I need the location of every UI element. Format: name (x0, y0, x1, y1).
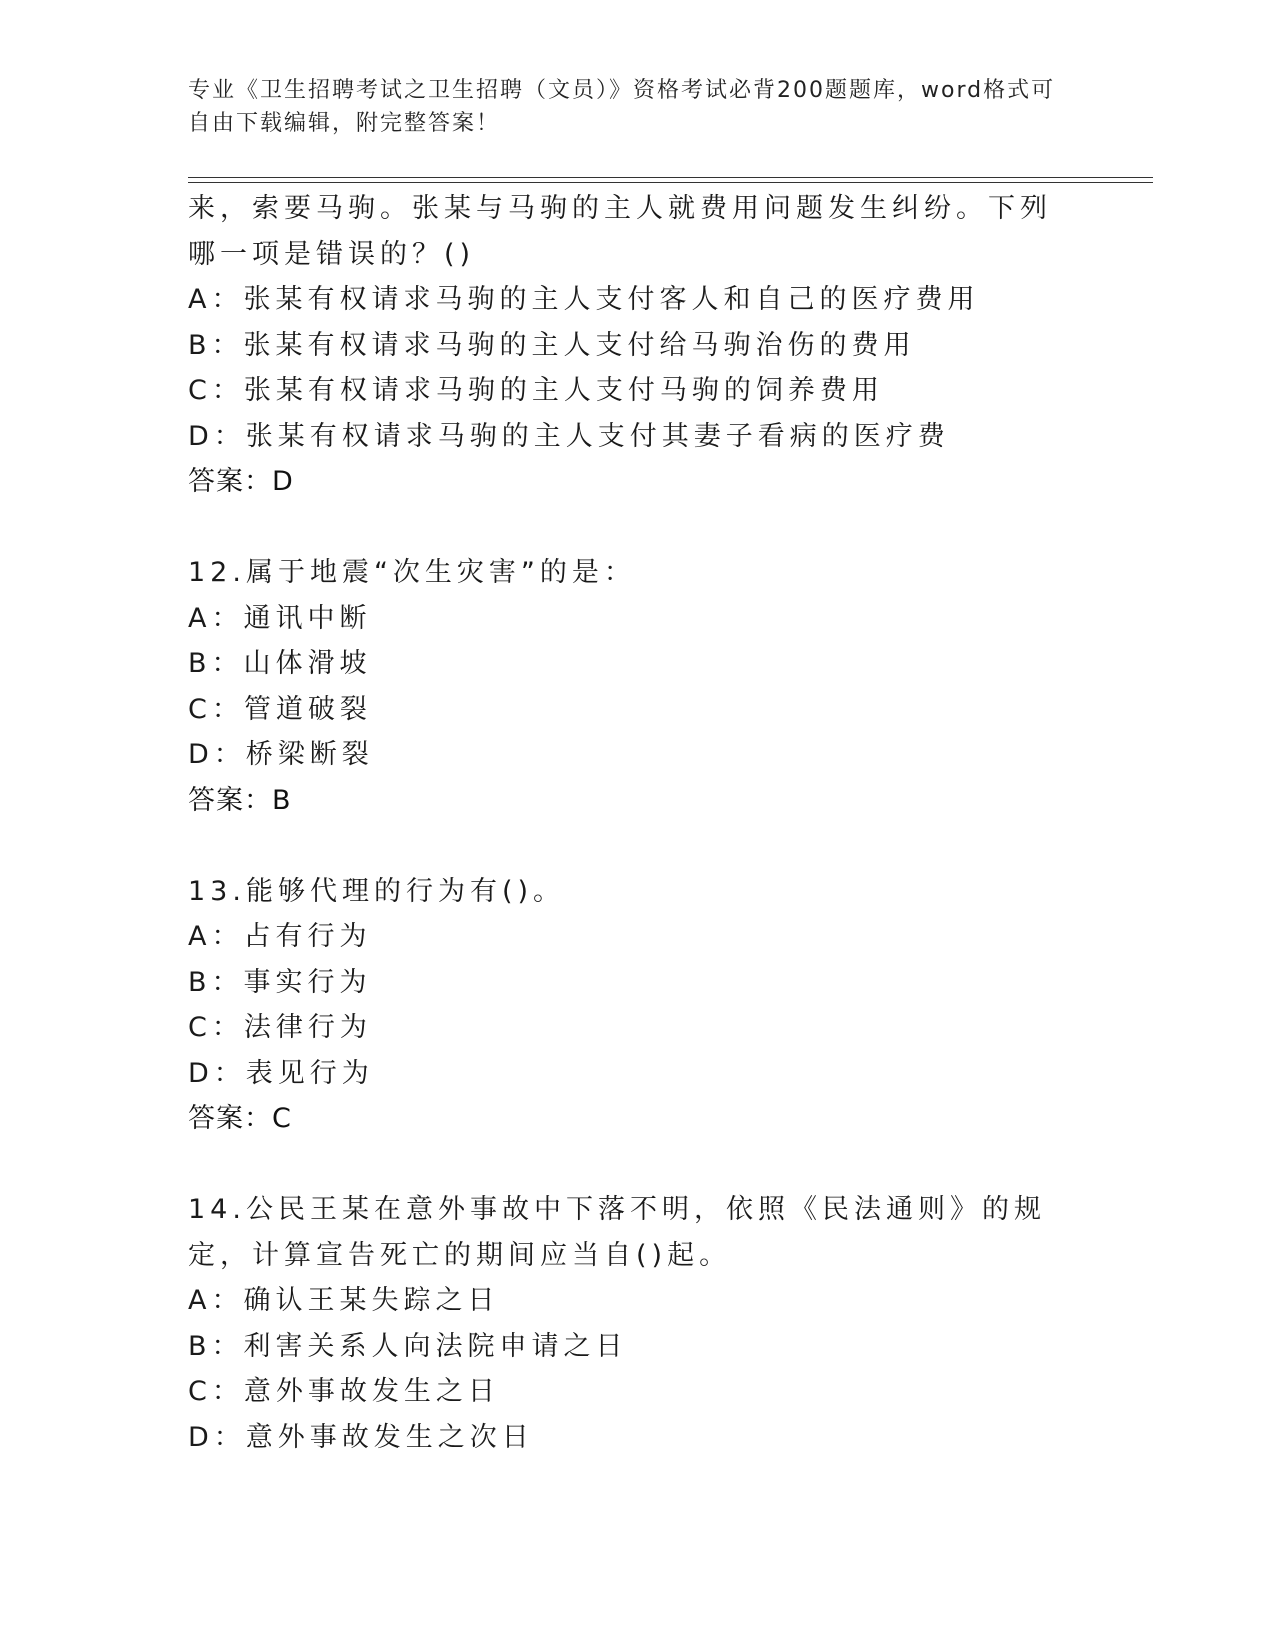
question-12 (188, 550, 1088, 823)
option-b: B：事实行为 (188, 966, 372, 998)
question-text: 14.公民王某在意外事故中下落不明，依照《民法通则》的规定，计算宣告死亡的期间应当自()起。 (188, 1194, 1046, 1271)
spacer (188, 505, 1088, 551)
question-text: 12.属于地震“次生灾害”的是： (188, 557, 636, 588)
option-b: B：山体滑坡 (188, 648, 372, 679)
option-d: D：意外事故发生之次日 (188, 1421, 534, 1453)
option-a: A：确认王某失踪之日 (188, 1285, 500, 1316)
answer: 答案：C (188, 1103, 292, 1134)
document-header (188, 74, 1068, 140)
question-13 (188, 869, 1088, 1142)
option-d: D：桥梁断裂 (188, 739, 374, 770)
spacer (188, 823, 1088, 869)
option-c: C：管道破裂 (188, 693, 372, 725)
option-b: B：利害关系人向法院申请之日 (188, 1330, 628, 1362)
question-text: 来，索要马驹。张某与马驹的主人就费用问题发生纠纷。下列哪一项是错误的？() (188, 193, 1052, 270)
option-c: C：张某有权请求马驹的主人支付马驹的饲养费用 (188, 375, 884, 406)
option-a: A：占有行为 (188, 921, 372, 952)
question-14 (188, 1187, 1088, 1460)
answer: 答案：B (188, 784, 292, 816)
question-list (188, 186, 1088, 1460)
spacer (188, 1142, 1088, 1188)
option-b: B：张某有权请求马驹的主人支付给马驹治伤的费用 (188, 329, 916, 361)
option-c: C：意外事故发生之日 (188, 1376, 500, 1407)
header-title: 专业《卫生招聘考试之卫生招聘（文员）》资格考试必背200题题库，word格式可自由下载编辑，附完整答案！ (188, 78, 1056, 136)
option-d: D：表见行为 (188, 1057, 374, 1089)
option-a: A：通讯中断 (188, 602, 372, 634)
option-c: C：法律行为 (188, 1012, 372, 1043)
question-text: 13.能够代理的行为有()。 (188, 875, 566, 907)
option-d: D：张某有权请求马驹的主人支付其妻子看病的医疗费 (188, 420, 950, 452)
header-divider-bottom (188, 182, 1153, 183)
question-11 (188, 186, 1088, 505)
option-a: A：张某有权请求马驹的主人支付客人和自己的医疗费用 (188, 284, 980, 315)
header-divider-top (188, 177, 1153, 178)
answer: 答案：D (188, 466, 294, 497)
